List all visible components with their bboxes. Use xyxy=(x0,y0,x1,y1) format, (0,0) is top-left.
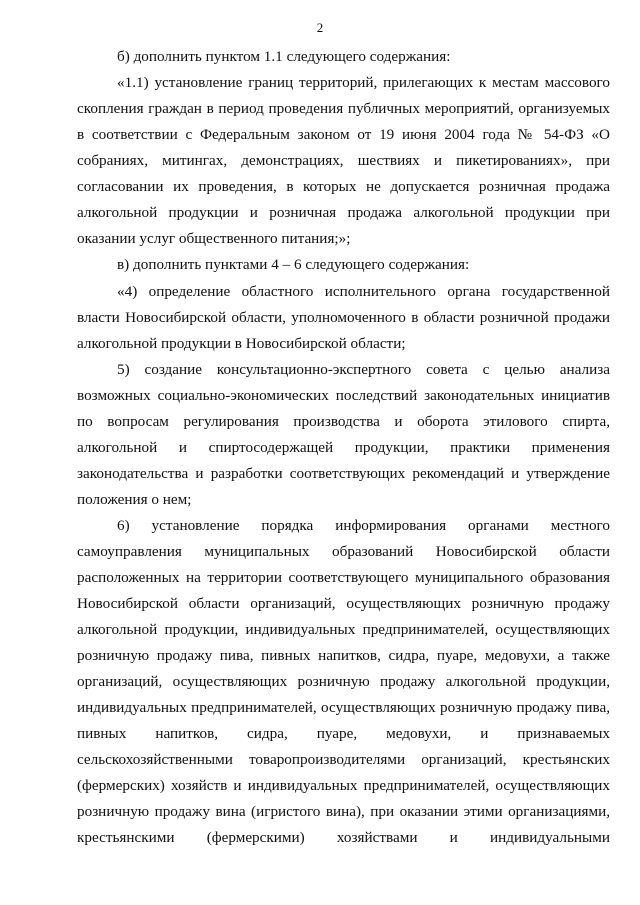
text-line: 6) установление порядка информирования органами местного xyxy=(117,517,610,534)
text-line: «4) определение областного исполнительного органа государственной xyxy=(117,283,610,300)
text-line: возможных социально-экономических последствий законодательных инициатив xyxy=(77,387,610,404)
paragraph xyxy=(77,513,610,851)
text-line: алкогольной продукции, индивидуальных предпринимателей, осуществляющих xyxy=(77,621,610,638)
text-line: крестьянскими (фермерскими) хозяйствами и индивидуальными xyxy=(77,829,610,846)
text-line: розничную продажу пива, пивных напитков, сидра, пуаре, медовухи, а также xyxy=(77,647,610,664)
text-line: алкогольной продукции и розничная продажа алкогольной продукции при xyxy=(77,204,610,221)
text-line: законодательства и разработки соответствующих рекомендаций и утверждение xyxy=(77,465,610,482)
text-line: власти Новосибирской области, уполномоченного в области розничной продажи xyxy=(77,309,610,326)
text-line: в соответствии с Федеральным законом от 19 июня 2004 года № 54-ФЗ «О xyxy=(77,126,610,143)
text-line: индивидуальных предпринимателей, осуществляющих розничную продажу пива, xyxy=(77,699,610,716)
text-line: согласовании их проведения, в которых не допускается розничная продажа xyxy=(77,178,610,195)
paragraph xyxy=(77,357,610,513)
text-line: скопления граждан в период проведения публичных мероприятий, организуемых xyxy=(77,100,610,117)
text-line: собраниях, митингах, демонстрациях, шествиях и пикетированиях», при xyxy=(77,152,610,169)
text-line: алкогольной продукции в Новосибирской области; xyxy=(77,335,406,352)
paragraph xyxy=(77,44,610,70)
text-line: оказании услуг общественного питания;»; xyxy=(77,230,351,247)
text-line: алкогольной и спиртосодержащей продукции, практики применения xyxy=(77,439,610,456)
text-line: расположенных на территории соответствующего муниципального образования xyxy=(77,569,610,586)
paragraph xyxy=(77,252,610,278)
text-line: сельскохозяйственными товаропроизводителями организаций, крестьянских xyxy=(77,751,610,768)
text-line: пивных напитков, сидра, пуаре, медовухи, и признаваемых xyxy=(77,725,610,742)
text-line: Новосибирской области организаций, осуществляющих розничную продажу xyxy=(77,595,610,612)
text-line: 5) создание консультационно-экспертного совета с целью анализа xyxy=(117,361,610,378)
paragraph xyxy=(77,279,610,357)
text-line: розничную продажу вина (игристого вина), при оказании этими организациями, xyxy=(77,803,610,820)
page-number: 2 xyxy=(316,20,324,35)
text-line: (фермерских) хозяйств и индивидуальных предпринимателей, осуществляющих xyxy=(77,777,610,794)
text-line: в) дополнить пунктами 4 – 6 следующего содержания: xyxy=(117,256,470,273)
text-line: организаций, осуществляющих розничную продажу алкогольной продукции, xyxy=(77,673,610,690)
paragraph xyxy=(77,70,610,252)
text-line: самоуправления муниципальных образований Новосибирской области xyxy=(77,543,610,560)
text-line: б) дополнить пунктом 1.1 следующего содержания: xyxy=(117,48,451,65)
text-line: «1.1) установление границ территорий, прилегающих к местам массового xyxy=(117,74,610,91)
text-line: положения о нем; xyxy=(77,491,192,508)
text-line: по вопросам регулирования производства и оборота этилового спирта, xyxy=(77,413,610,430)
